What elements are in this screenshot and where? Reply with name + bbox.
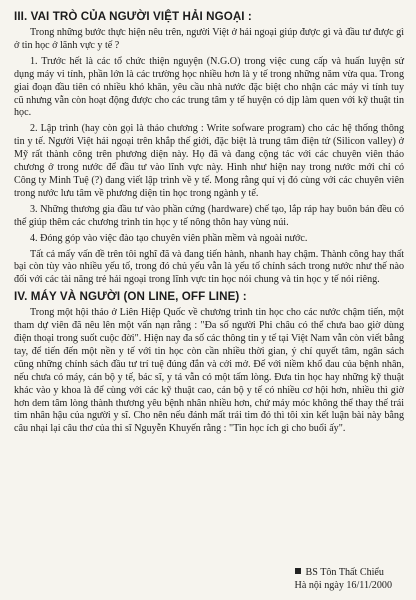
section-3-item-3: 3. Những thương gia đầu tư vào phần cứng (hardware) chế tạo, lắp ráp hay buôn bán đều có thể giúp thêm các chương trình tin học y tế nông thôn hay vùng núi.	[14, 203, 404, 228]
section-heading-4: IV. MÁY VÀ NGƯỜI (ON LINE, OFF LINE) :	[14, 290, 247, 304]
signature-author-line	[295, 566, 392, 579]
section-4-body: Trong một hội thảo ở Liên Hiệp Quốc về chương trình tin học cho các nước chậm tiến, một tham dự viên đã nêu lên một vấn nạn rằng : "Đa số người Phi châu có thể chưa bao giờ dùng điện thoại trong suốt cuộc đời". Hiện nay đa số các thông tin y tế tại Việt Nam vẫn còn viết bằng tay, để tiến đến một nền y tế với tin học còn cần nhiều thời gian, ý chí quyết tâm, ngân sách cũng những chính sách đầu tư trí tuệ đúng đắn và cởi mở. Để với niềm khổ đau của bệnh nhân, nếu chưa có máy, cán bộ y tế, bác sĩ, y tá vẫn có một tấm lòng. Đưa tin học hay những kỹ thuật khác vào y khoa là để cùng với các kỹ thuật cao, cán bộ y tế có nhiều cơ hội hơn, nhiều thì giờ hơn dem tâm lòng thành thương yêu bệnh nhân nhiều hơn, chứ máy móc không thể thay thế trái tim nhân hậu của người y sĩ. Cho nên nếu đánh mất trái tim đó thì tôi xin kết luận bài này bằng câu nhại lại câu thơ của thi sĩ Nguyễn Khuyến rằng : "Tin học ích gì cho buổi ấy".	[14, 307, 404, 435]
section-3-intro: Trong những bước thực hiện nêu trên, người Việt ở hải ngoại giúp được gì và đầu tư được gì ở tin học ở lãnh vực y tế ?	[14, 27, 404, 51]
section-3-item-1: 1. Trước hết là các tổ chức thiện nguyện (N.G.O) trong việc cung cấp và huấn luyện sử dụng máy vi tính, phần lớn là các trường học nhiều hơn là y tế trong những năm vừa qua. Trong giai đoạn đầu tiên có nhiều khó khăn, yêu cầu nhà nước đặc biệt cho nhận các máy vi tính tuy cũ nhưng vẫn còn hoạt động được cho các trung tâm y tế huyện có dịp làm quen với kỹ thuật tin học.	[14, 55, 404, 119]
section-3-item-4: 4. Đóng góp vào việc đào tạo chuyên viên phần mềm và ngoài nước.	[30, 232, 308, 244]
signature-block	[295, 566, 392, 592]
signature-author: BS Tôn Thất Chiểu	[305, 567, 384, 578]
square-bullet-icon	[295, 568, 301, 574]
section-3-closing: Tất cả mấy vấn đề trên tôi nghĩ đã và đang tiến hành, nhanh hay chậm. Thành công hay thất bại còn tùy vào nhiều yếu tố, trong đó chủ yếu vẫn là yếu tố chính sách trong nước như thế nào đối với các tài năng trẻ hải ngoại trong lĩnh vực tin học nói chung và tin học y tế nói riêng.	[14, 248, 404, 286]
signature-place-date: Hà nội ngày 16/11/2000	[294, 580, 392, 591]
section-heading-3: III. VAI TRÒ CỦA NGƯỜI VIỆT HẢI NGOẠI :	[14, 10, 252, 23]
section-3-item-2: 2. Lập trình (hay còn gọi là thảo chương : Write sofware program) cho các hệ thống thông tin y tế. Người Việt hải ngoại trên khắp thế giới, đặc biệt là trung tâm điện tử (Silicon valley) ở Mỹ rất thành công trên phương diện này. Họ đã và đang cộng tác với các chuyên viên thảo chương ở trong nước để đầu tư vào lĩnh vực này. Hình như hiện nay trong nước mới chỉ có Công ty Minh Tuệ (?) đang viết lập trình về y tế. Mong rằng quí vị đó cùng với các chuyên viên trong nước lưu tâm về phương diện tin học trong ngành y tế.	[14, 123, 404, 199]
